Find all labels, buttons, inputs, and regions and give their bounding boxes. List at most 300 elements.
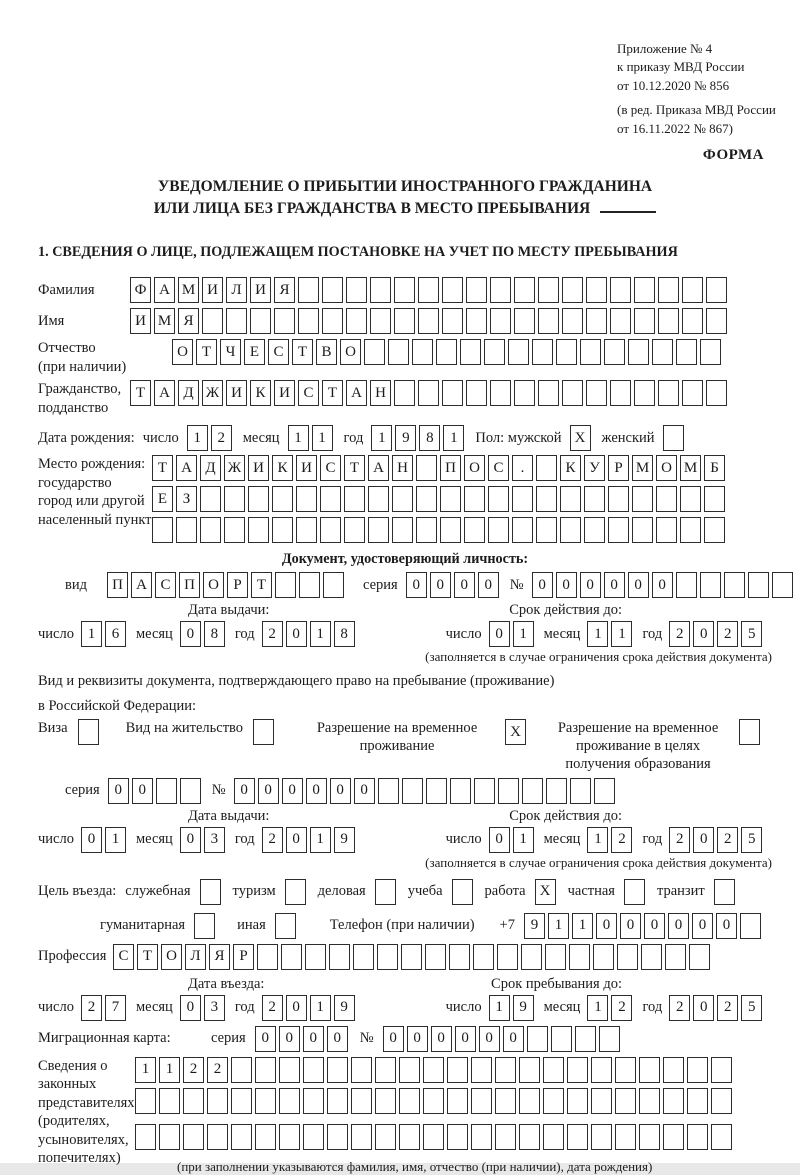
doc-number-cells-cell-2[interactable]: 0 [580,572,601,598]
birth-year-cells-cell-1[interactable]: 9 [395,425,416,451]
doc-number-cells-cell-7[interactable] [700,572,721,598]
surname-cells-cell-0[interactable]: Ф [130,277,151,303]
migcard-number-cells-cell-1[interactable]: 0 [407,1026,428,1052]
migcard-series-cells-cell-2[interactable]: 0 [303,1026,324,1052]
res-issue-day-cell-0[interactable]: 0 [81,827,102,853]
birth-place-cells-row3-cell-19[interactable] [608,517,629,543]
citizenship-cells-cell-23[interactable] [682,380,703,406]
migcard-series-cells-cell-3[interactable]: 0 [327,1026,348,1052]
birth-place-cells-row2-cell-2[interactable] [200,486,221,512]
id-issue-year-cell-1[interactable]: 0 [286,621,307,647]
patronymic-cells-cell-2[interactable]: Ч [220,339,241,365]
surname-cells-cell-23[interactable] [682,277,703,303]
birth-place-cells-row1-cell-18[interactable]: У [584,455,605,481]
res-number-cells-cell-15[interactable] [594,778,615,804]
doc-number-cells-cell-5[interactable]: 0 [652,572,673,598]
temp-residence-checkbox-cell-0[interactable]: X [505,719,526,745]
surname-cells-cell-19[interactable] [586,277,607,303]
res-number-cells-cell-8[interactable] [426,778,447,804]
birth-place-cells-row1-cell-21[interactable]: О [656,455,677,481]
temp-residence-education-checkbox-cell-0[interactable] [739,719,760,745]
res-valid-day-cell-0[interactable]: 0 [489,827,510,853]
patronymic-cells-cell-19[interactable] [628,339,649,365]
purpose-work-checkbox-cell-0[interactable]: X [535,879,556,905]
res-valid-day-cell-1[interactable]: 1 [513,827,534,853]
given-name-cells-cell-3[interactable] [202,308,223,334]
purpose-business-checkbox-cell-0[interactable] [375,879,396,905]
visa-checkbox-cell-0[interactable] [78,719,99,745]
citizenship-cells-cell-14[interactable] [466,380,487,406]
surname-cells-cell-5[interactable]: И [250,277,271,303]
citizenship-cells-cell-21[interactable] [634,380,655,406]
birth-place-cells-row2-cell-0[interactable]: Е [152,486,173,512]
patronymic-cells-cell-7[interactable]: О [340,339,361,365]
representatives-cells-row2-cell-13[interactable] [447,1088,468,1114]
surname-cells-cell-20[interactable] [610,277,631,303]
representatives-cells-row2-cell-3[interactable] [207,1088,228,1114]
patronymic-cells-cell-20[interactable] [652,339,673,365]
entry-day-cell-0[interactable]: 2 [81,995,102,1021]
citizenship-cells-cell-1[interactable]: А [154,380,175,406]
migcard-series-cells-cell-0[interactable]: 0 [255,1026,276,1052]
patronymic-cells-cell-16[interactable] [556,339,577,365]
doc-number-cells-cell-4[interactable]: 0 [628,572,649,598]
surname-cells-cell-16[interactable] [514,277,535,303]
phone-cells-cell-0[interactable]: 9 [524,913,545,939]
stay-year-cell-2[interactable]: 2 [717,995,738,1021]
res-number-cells-cell-2[interactable]: 0 [282,778,303,804]
res-number-cells-cell-5[interactable]: 0 [354,778,375,804]
citizenship-cells-cell-19[interactable] [586,380,607,406]
birth-place-cells-row1-cell-17[interactable]: К [560,455,581,481]
id-issue-day-cell-0[interactable]: 1 [81,621,102,647]
purpose-other-checkbox-cell-0[interactable] [275,913,296,939]
surname-cells-cell-3[interactable]: И [202,277,223,303]
birth-place-cells-row1-cell-8[interactable]: Т [344,455,365,481]
doc-number-cells-cell-0[interactable]: 0 [532,572,553,598]
citizenship-cells-cell-18[interactable] [562,380,583,406]
doc-kind-cells-cell-6[interactable]: Т [251,572,272,598]
birth-place-cells-row2-cell-14[interactable] [488,486,509,512]
representatives-cells-row1-cell-19[interactable] [591,1057,612,1083]
profession-cells-cell-0[interactable]: С [113,944,134,970]
representatives-cells-row2-cell-17[interactable] [543,1088,564,1114]
entry-month-cell-1[interactable]: 3 [204,995,225,1021]
representatives-cells-row1-cell-20[interactable] [615,1057,636,1083]
birth-place-cells-row1-cell-14[interactable]: С [488,455,509,481]
birth-place-cells-row1-cell-6[interactable]: И [296,455,317,481]
stay-year-cell-3[interactable]: 5 [741,995,762,1021]
birth-place-cells-row2-cell-17[interactable] [560,486,581,512]
representatives-cells-row1-cell-12[interactable] [423,1057,444,1083]
birth-place-cells-row3-cell-18[interactable] [584,517,605,543]
representatives-cells-row2-cell-19[interactable] [591,1088,612,1114]
profession-cells-cell-3[interactable]: Л [185,944,206,970]
res-number-cells-cell-12[interactable] [522,778,543,804]
representatives-cells-row2-cell-20[interactable] [615,1088,636,1114]
representatives-cells-row1-cell-9[interactable] [351,1057,372,1083]
surname-cells-cell-4[interactable]: Л [226,277,247,303]
stay-day-cell-1[interactable]: 9 [513,995,534,1021]
id-valid-month-cell-1[interactable]: 1 [611,621,632,647]
id-issue-year-cell-0[interactable]: 2 [262,621,283,647]
patronymic-cells-cell-18[interactable] [604,339,625,365]
phone-cells-cell-9[interactable] [740,913,761,939]
birth-place-cells-row1-cell-10[interactable]: Н [392,455,413,481]
res-number-cells-cell-7[interactable] [402,778,423,804]
profession-cells-cell-13[interactable] [425,944,446,970]
birth-place-cells-row3-cell-6[interactable] [296,517,317,543]
birth-year-cells-cell-0[interactable]: 1 [371,425,392,451]
birth-place-cells-row1-cell-2[interactable]: Д [200,455,221,481]
id-valid-day-cell-1[interactable]: 1 [513,621,534,647]
representatives-cells-row3-cell-6[interactable] [279,1124,300,1150]
representatives-cells-row1-cell-6[interactable] [279,1057,300,1083]
representatives-cells-row1-cell-11[interactable] [399,1057,420,1083]
given-name-cells-cell-7[interactable] [298,308,319,334]
id-issue-day-cell-1[interactable]: 6 [105,621,126,647]
profession-cells-cell-21[interactable] [617,944,638,970]
given-name-cells-cell-18[interactable] [562,308,583,334]
citizenship-cells-cell-12[interactable] [418,380,439,406]
patronymic-cells-cell-15[interactable] [532,339,553,365]
representatives-cells-row2-cell-23[interactable] [687,1088,708,1114]
birth-place-cells-row2-cell-4[interactable] [248,486,269,512]
migcard-number-cells-cell-2[interactable]: 0 [431,1026,452,1052]
birth-place-cells-row3-cell-22[interactable] [680,517,701,543]
id-valid-year-cell-0[interactable]: 2 [669,621,690,647]
profession-cells-cell-9[interactable] [329,944,350,970]
birth-place-cells-row1-cell-23[interactable]: Б [704,455,725,481]
surname-cells-cell-17[interactable] [538,277,559,303]
representatives-cells-row3-cell-23[interactable] [687,1124,708,1150]
representatives-cells-row1-cell-23[interactable] [687,1057,708,1083]
purpose-tourism-checkbox-cell-0[interactable] [285,879,306,905]
res-number-cells-cell-4[interactable]: 0 [330,778,351,804]
birth-place-cells-row1-cell-5[interactable]: К [272,455,293,481]
given-name-cells-cell-16[interactable] [514,308,535,334]
id-valid-year-cell-1[interactable]: 0 [693,621,714,647]
citizenship-cells-cell-5[interactable]: К [250,380,271,406]
phone-cells-cell-6[interactable]: 0 [668,913,689,939]
entry-year-cell-0[interactable]: 2 [262,995,283,1021]
res-number-cells-cell-9[interactable] [450,778,471,804]
patronymic-cells-cell-5[interactable]: Т [292,339,313,365]
birth-place-cells-row3-cell-17[interactable] [560,517,581,543]
migcard-number-cells-cell-4[interactable]: 0 [479,1026,500,1052]
res-valid-month-cell-1[interactable]: 2 [611,827,632,853]
sex-female-checkbox-cell-0[interactable] [663,425,684,451]
doc-kind-cells-cell-2[interactable]: С [155,572,176,598]
surname-cells-cell-11[interactable] [394,277,415,303]
profession-cells-cell-15[interactable] [473,944,494,970]
representatives-cells-row1-cell-5[interactable] [255,1057,276,1083]
birth-place-cells-row2-cell-7[interactable] [320,486,341,512]
surname-cells-cell-10[interactable] [370,277,391,303]
representatives-cells-row1-cell-1[interactable]: 1 [159,1057,180,1083]
birth-place-cells-row1-cell-12[interactable]: П [440,455,461,481]
given-name-cells-cell-6[interactable] [274,308,295,334]
doc-number-cells-cell-9[interactable] [748,572,769,598]
birth-month-cells-cell-0[interactable]: 1 [288,425,309,451]
res-number-cells-cell-3[interactable]: 0 [306,778,327,804]
birth-place-cells-row2-cell-22[interactable] [680,486,701,512]
birth-place-cells-row1-cell-19[interactable]: Р [608,455,629,481]
doc-kind-cells-cell-9[interactable] [323,572,344,598]
representatives-cells-row3-cell-11[interactable] [399,1124,420,1150]
representatives-cells-row3-cell-9[interactable] [351,1124,372,1150]
doc-kind-cells-cell-1[interactable]: А [131,572,152,598]
purpose-official-checkbox-cell-0[interactable] [200,879,221,905]
given-name-cells-cell-22[interactable] [658,308,679,334]
birth-place-cells-row2-cell-6[interactable] [296,486,317,512]
patronymic-cells-cell-14[interactable] [508,339,529,365]
profession-cells-cell-24[interactable] [689,944,710,970]
representatives-cells-row2-cell-2[interactable] [183,1088,204,1114]
birth-place-cells-row3-cell-4[interactable] [248,517,269,543]
res-valid-month-cell-0[interactable]: 1 [587,827,608,853]
patronymic-cells-cell-12[interactable] [460,339,481,365]
representatives-cells-row1-cell-16[interactable] [519,1057,540,1083]
representatives-cells-row2-cell-9[interactable] [351,1088,372,1114]
purpose-humanitarian-checkbox-cell-0[interactable] [194,913,215,939]
birth-place-cells-row2-cell-1[interactable]: З [176,486,197,512]
given-name-cells-cell-13[interactable] [442,308,463,334]
stay-month-cell-1[interactable]: 2 [611,995,632,1021]
representatives-cells-row2-cell-24[interactable] [711,1088,732,1114]
doc-kind-cells-cell-5[interactable]: Р [227,572,248,598]
res-number-cells-cell-10[interactable] [474,778,495,804]
birth-place-cells-row1-cell-3[interactable]: Ж [224,455,245,481]
patronymic-cells-cell-8[interactable] [364,339,385,365]
patronymic-cells-cell-11[interactable] [436,339,457,365]
representatives-cells-row3-cell-3[interactable] [207,1124,228,1150]
representatives-cells-row2-cell-15[interactable] [495,1088,516,1114]
citizenship-cells-cell-2[interactable]: Д [178,380,199,406]
representatives-cells-row1-cell-21[interactable] [639,1057,660,1083]
citizenship-cells-cell-8[interactable]: Т [322,380,343,406]
citizenship-cells-cell-15[interactable] [490,380,511,406]
res-valid-year-cell-1[interactable]: 0 [693,827,714,853]
surname-cells-cell-7[interactable] [298,277,319,303]
birth-year-cells-cell-3[interactable]: 1 [443,425,464,451]
res-valid-year-cell-3[interactable]: 5 [741,827,762,853]
phone-cells-cell-3[interactable]: 0 [596,913,617,939]
migcard-number-cells-cell-5[interactable]: 0 [503,1026,524,1052]
res-number-cells-cell-13[interactable] [546,778,567,804]
patronymic-cells-cell-4[interactable]: С [268,339,289,365]
purpose-study-checkbox-cell-0[interactable] [452,879,473,905]
given-name-cells-cell-9[interactable] [346,308,367,334]
entry-year-cell-3[interactable]: 9 [334,995,355,1021]
birth-place-cells-row1-cell-15[interactable]: . [512,455,533,481]
res-issue-year-cell-3[interactable]: 9 [334,827,355,853]
profession-cells-cell-14[interactable] [449,944,470,970]
citizenship-cells-cell-24[interactable] [706,380,727,406]
representatives-cells-row1-cell-8[interactable] [327,1057,348,1083]
id-issue-month-cell-0[interactable]: 0 [180,621,201,647]
representatives-cells-row2-cell-7[interactable] [303,1088,324,1114]
representatives-cells-row2-cell-22[interactable] [663,1088,684,1114]
citizenship-cells-cell-22[interactable] [658,380,679,406]
birth-day-cells-cell-0[interactable]: 1 [187,425,208,451]
birth-place-cells-row3-cell-16[interactable] [536,517,557,543]
representatives-cells-row3-cell-10[interactable] [375,1124,396,1150]
representatives-cells-row2-cell-14[interactable] [471,1088,492,1114]
id-issue-year-cell-3[interactable]: 8 [334,621,355,647]
birth-place-cells-row1-cell-20[interactable]: М [632,455,653,481]
representatives-cells-row1-cell-3[interactable]: 2 [207,1057,228,1083]
representatives-cells-row3-cell-4[interactable] [231,1124,252,1150]
entry-day-cell-1[interactable]: 7 [105,995,126,1021]
birth-place-cells-row1-cell-4[interactable]: И [248,455,269,481]
citizenship-cells-cell-13[interactable] [442,380,463,406]
res-series-cells-cell-2[interactable] [156,778,177,804]
given-name-cells-cell-11[interactable] [394,308,415,334]
profession-cells-cell-17[interactable] [521,944,542,970]
birth-place-cells-row2-cell-10[interactable] [392,486,413,512]
representatives-cells-row2-cell-8[interactable] [327,1088,348,1114]
representatives-cells-row1-cell-4[interactable] [231,1057,252,1083]
res-issue-month-cell-1[interactable]: 3 [204,827,225,853]
migcard-number-cells-cell-8[interactable] [575,1026,596,1052]
representatives-cells-row2-cell-18[interactable] [567,1088,588,1114]
birth-place-cells-row1-cell-13[interactable]: О [464,455,485,481]
doc-kind-cells-cell-7[interactable] [275,572,296,598]
doc-kind-cells-cell-8[interactable] [299,572,320,598]
profession-cells-cell-18[interactable] [545,944,566,970]
res-issue-year-cell-1[interactable]: 0 [286,827,307,853]
representatives-cells-row3-cell-19[interactable] [591,1124,612,1150]
id-valid-day-cell-0[interactable]: 0 [489,621,510,647]
given-name-cells-cell-8[interactable] [322,308,343,334]
surname-cells-cell-9[interactable] [346,277,367,303]
given-name-cells-cell-23[interactable] [682,308,703,334]
purpose-private-checkbox-cell-0[interactable] [624,879,645,905]
stay-year-cell-0[interactable]: 2 [669,995,690,1021]
phone-cells-cell-2[interactable]: 1 [572,913,593,939]
representatives-cells-row2-cell-11[interactable] [399,1088,420,1114]
given-name-cells-cell-17[interactable] [538,308,559,334]
doc-series-cells-cell-2[interactable]: 0 [454,572,475,598]
phone-cells-cell-1[interactable]: 1 [548,913,569,939]
profession-cells-cell-19[interactable] [569,944,590,970]
representatives-cells-row3-cell-16[interactable] [519,1124,540,1150]
representatives-cells-row2-cell-4[interactable] [231,1088,252,1114]
profession-cells-cell-7[interactable] [281,944,302,970]
doc-kind-cells-cell-0[interactable]: П [107,572,128,598]
patronymic-cells-cell-9[interactable] [388,339,409,365]
birth-place-cells-row2-cell-15[interactable] [512,486,533,512]
profession-cells-cell-22[interactable] [641,944,662,970]
citizenship-cells-cell-11[interactable] [394,380,415,406]
representatives-cells-row3-cell-18[interactable] [567,1124,588,1150]
birth-place-cells-row1-cell-0[interactable]: Т [152,455,173,481]
id-issue-year-cell-2[interactable]: 1 [310,621,331,647]
profession-cells-cell-4[interactable]: Я [209,944,230,970]
surname-cells-cell-22[interactable] [658,277,679,303]
patronymic-cells-cell-21[interactable] [676,339,697,365]
profession-cells-cell-20[interactable] [593,944,614,970]
purpose-transit-checkbox-cell-0[interactable] [714,879,735,905]
migcard-series-cells-cell-1[interactable]: 0 [279,1026,300,1052]
representatives-cells-row3-cell-17[interactable] [543,1124,564,1150]
citizenship-cells-cell-9[interactable]: А [346,380,367,406]
given-name-cells-cell-14[interactable] [466,308,487,334]
profession-cells-cell-10[interactable] [353,944,374,970]
citizenship-cells-cell-0[interactable]: Т [130,380,151,406]
doc-number-cells-cell-3[interactable]: 0 [604,572,625,598]
doc-kind-cells-cell-4[interactable]: О [203,572,224,598]
representatives-cells-row3-cell-0[interactable] [135,1124,156,1150]
birth-place-cells-row3-cell-8[interactable] [344,517,365,543]
birth-place-cells-row1-cell-7[interactable]: С [320,455,341,481]
birth-place-cells-row2-cell-13[interactable] [464,486,485,512]
given-name-cells-cell-0[interactable]: И [130,308,151,334]
surname-cells-cell-15[interactable] [490,277,511,303]
birth-place-cells-row3-cell-13[interactable] [464,517,485,543]
patronymic-cells-cell-6[interactable]: В [316,339,337,365]
representatives-cells-row1-cell-10[interactable] [375,1057,396,1083]
representatives-cells-row3-cell-21[interactable] [639,1124,660,1150]
citizenship-cells-cell-3[interactable]: Ж [202,380,223,406]
patronymic-cells-cell-13[interactable] [484,339,505,365]
profession-cells-cell-8[interactable] [305,944,326,970]
birth-place-cells-row2-cell-8[interactable] [344,486,365,512]
doc-series-cells-cell-1[interactable]: 0 [430,572,451,598]
given-name-cells-cell-4[interactable] [226,308,247,334]
profession-cells-cell-16[interactable] [497,944,518,970]
birth-place-cells-row3-cell-14[interactable] [488,517,509,543]
given-name-cells-cell-19[interactable] [586,308,607,334]
phone-cells-cell-4[interactable]: 0 [620,913,641,939]
doc-number-cells-cell-6[interactable] [676,572,697,598]
representatives-cells-row3-cell-24[interactable] [711,1124,732,1150]
representatives-cells-row2-cell-16[interactable] [519,1088,540,1114]
patronymic-cells-cell-17[interactable] [580,339,601,365]
profession-cells-cell-12[interactable] [401,944,422,970]
res-series-cells-cell-0[interactable]: 0 [108,778,129,804]
citizenship-cells-cell-10[interactable]: Н [370,380,391,406]
birth-place-cells-row3-cell-7[interactable] [320,517,341,543]
representatives-cells-row3-cell-22[interactable] [663,1124,684,1150]
representatives-cells-row3-cell-12[interactable] [423,1124,444,1150]
residence-permit-checkbox-cell-0[interactable] [253,719,274,745]
patronymic-cells-cell-0[interactable]: О [172,339,193,365]
id-valid-year-cell-2[interactable]: 2 [717,621,738,647]
res-issue-month-cell-0[interactable]: 0 [180,827,201,853]
representatives-cells-row1-cell-17[interactable] [543,1057,564,1083]
profession-cells-cell-5[interactable]: Р [233,944,254,970]
res-issue-day-cell-1[interactable]: 1 [105,827,126,853]
migcard-number-cells-cell-6[interactable] [527,1026,548,1052]
given-name-cells-cell-12[interactable] [418,308,439,334]
res-valid-year-cell-2[interactable]: 2 [717,827,738,853]
profession-cells-cell-1[interactable]: Т [137,944,158,970]
representatives-cells-row2-cell-6[interactable] [279,1088,300,1114]
profession-cells-cell-2[interactable]: О [161,944,182,970]
res-number-cells-cell-0[interactable]: 0 [234,778,255,804]
profession-cells-cell-6[interactable] [257,944,278,970]
representatives-cells-row1-cell-18[interactable] [567,1057,588,1083]
given-name-cells-cell-24[interactable] [706,308,727,334]
birth-place-cells-row2-cell-21[interactable] [656,486,677,512]
res-valid-year-cell-0[interactable]: 2 [669,827,690,853]
birth-place-cells-row1-cell-1[interactable]: А [176,455,197,481]
entry-year-cell-2[interactable]: 1 [310,995,331,1021]
birth-month-cells-cell-1[interactable]: 1 [312,425,333,451]
birth-day-cells-cell-1[interactable]: 2 [211,425,232,451]
